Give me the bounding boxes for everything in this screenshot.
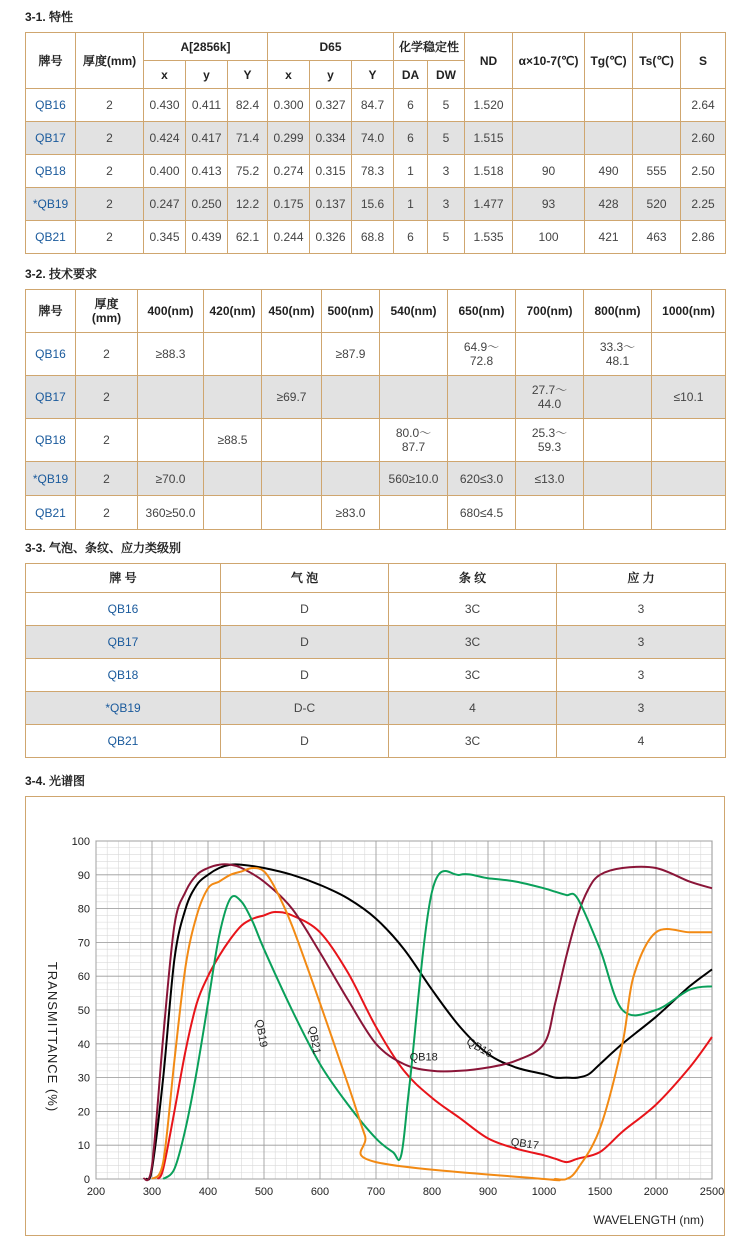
tech-row [26, 376, 726, 419]
spectrum-chart-frame [25, 796, 725, 1236]
header-chem: 化学稳定性 [394, 33, 465, 61]
property-cell: 6 [394, 122, 428, 155]
property-cell: 2.50 [681, 155, 726, 188]
tech-cell: ≥88.3 [138, 333, 204, 376]
x-tick-label: 200 [86, 1186, 106, 1198]
property-cell: 62.1 [228, 221, 268, 254]
tech-row [26, 496, 726, 530]
y-tick-label: 10 [77, 1140, 90, 1153]
grade-cell: D [221, 725, 389, 758]
tech-cell: 2 [76, 419, 138, 462]
property-cell: 2 [76, 155, 144, 188]
tech-cell [584, 376, 652, 419]
x-tick-label: 300 [142, 1186, 162, 1198]
brand-code: *QB19 [26, 462, 76, 496]
tech-cell [262, 496, 322, 530]
header-d-y: y [310, 61, 352, 89]
brand-code: QB18 [26, 659, 221, 692]
tech-cell: 64.9～ 72.8 [448, 333, 516, 376]
tech-cell [204, 376, 262, 419]
brand-code: QB21 [26, 221, 76, 254]
header-a-x: x [144, 61, 186, 89]
tech-cell [138, 376, 204, 419]
tech-cell: 33.3～ 48.1 [584, 333, 652, 376]
tech-cell [204, 333, 262, 376]
property-cell: 6 [394, 89, 428, 122]
grade-row [26, 593, 726, 626]
y-tick-label: 70 [77, 937, 90, 950]
tech-cell: 360≥50.0 [138, 496, 204, 530]
header-nd: ND [465, 33, 513, 89]
tech-cell [380, 376, 448, 419]
tech-cell: 25.3～ 59.3 [516, 419, 584, 462]
property-cell: 0.411 [186, 89, 228, 122]
tech-cell: ≥70.0 [138, 462, 204, 496]
property-cell [585, 89, 633, 122]
x-tick-label: 2500 [699, 1186, 724, 1198]
y-axis-label: TRANSMITTANCE (%) [45, 961, 60, 1113]
property-cell: 0.430 [144, 89, 186, 122]
property-cell: 2 [76, 89, 144, 122]
header-dw: DW [428, 61, 465, 89]
property-cell: 1.515 [465, 122, 513, 155]
property-cell [633, 89, 681, 122]
property-cell: 0.274 [268, 155, 310, 188]
property-cell [633, 122, 681, 155]
curve-label-qb17: QB17 [509, 1136, 540, 1153]
tech-cell [138, 419, 204, 462]
properties-row [26, 122, 726, 155]
property-cell: 0.439 [186, 221, 228, 254]
grade-cell: 4 [557, 725, 726, 758]
bubble-stripe-stress-table [25, 563, 726, 758]
property-cell: 2.64 [681, 89, 726, 122]
brand-code: QB18 [26, 155, 76, 188]
tech-cell [204, 496, 262, 530]
property-cell: 0.326 [310, 221, 352, 254]
property-cell: 0.250 [186, 188, 228, 221]
property-cell: 12.2 [228, 188, 268, 221]
grade-cell: D [221, 659, 389, 692]
tech-header-cell: 450(nm) [262, 290, 322, 333]
header-da: DA [394, 61, 428, 89]
x-tick-label: 600 [310, 1186, 330, 1198]
property-cell: 93 [513, 188, 585, 221]
tech-header-cell: 500(nm) [322, 290, 380, 333]
property-cell: 2.60 [681, 122, 726, 155]
property-cell: 463 [633, 221, 681, 254]
property-cell: 2 [76, 188, 144, 221]
tech-row [26, 419, 726, 462]
grade-cell: 3C [389, 725, 557, 758]
tech-cell: 560≥10.0 [380, 462, 448, 496]
grade-cell: 3C [389, 593, 557, 626]
tech-cell: ≤10.1 [652, 376, 726, 419]
header-tg: Tg(℃) [585, 33, 633, 89]
tech-cell [262, 333, 322, 376]
tech-cell [652, 462, 726, 496]
curve-label-qb18: QB18 [409, 1051, 438, 1064]
properties-row [26, 221, 726, 254]
grade-cell: D [221, 626, 389, 659]
curve-label-qb21: QB21 [305, 1025, 323, 1056]
property-cell: 0.345 [144, 221, 186, 254]
grade-header-cell: 应 力 [557, 564, 726, 593]
brand-code: QB16 [26, 593, 221, 626]
property-cell: 84.7 [352, 89, 394, 122]
tech-cell: 2 [76, 376, 138, 419]
property-cell: 555 [633, 155, 681, 188]
property-cell: 2 [76, 122, 144, 155]
tech-header-cell: 1000(nm) [652, 290, 726, 333]
property-cell: 6 [394, 221, 428, 254]
tech-cell [584, 462, 652, 496]
header-d-x: x [268, 61, 310, 89]
property-cell: 0.327 [310, 89, 352, 122]
property-cell: 428 [585, 188, 633, 221]
x-axis-label: WAVELENGTH (nm) [593, 1213, 704, 1227]
brand-code: *QB19 [26, 692, 221, 725]
header-d-Y: Y [352, 61, 394, 89]
property-cell: 0.247 [144, 188, 186, 221]
tech-cell [448, 419, 516, 462]
header-s: S [681, 33, 726, 89]
tech-header-cell: 650(nm) [448, 290, 516, 333]
x-tick-label: 900 [478, 1186, 498, 1198]
tech-cell [516, 496, 584, 530]
property-cell: 0.334 [310, 122, 352, 155]
section-1-title: 3-1. 特性 [25, 10, 74, 24]
y-tick-label: 0 [83, 1174, 90, 1186]
tech-cell: ≥69.7 [262, 376, 322, 419]
y-tick-label: 20 [77, 1106, 90, 1119]
grade-row [26, 659, 726, 692]
tech-header-cell: 540(nm) [380, 290, 448, 333]
brand-code: QB17 [26, 122, 76, 155]
brand-code: QB17 [26, 626, 221, 659]
grade-cell: 3C [389, 659, 557, 692]
tech-cell: 2 [76, 333, 138, 376]
brand-code: *QB19 [26, 188, 76, 221]
tech-cell [652, 333, 726, 376]
grade-cell: 3 [557, 593, 726, 626]
grade-cell: D-C [221, 692, 389, 725]
tech-cell: 680≤4.5 [448, 496, 516, 530]
header-alpha: α×10-7(℃) [513, 33, 585, 89]
tech-header-cell: 牌号 [26, 290, 76, 333]
grade-cell: 3C [389, 626, 557, 659]
brand-code: QB16 [26, 89, 76, 122]
properties-row [26, 188, 726, 221]
property-cell: 520 [633, 188, 681, 221]
tech-cell [262, 462, 322, 496]
y-tick-label: 40 [77, 1038, 90, 1051]
property-cell: 0.424 [144, 122, 186, 155]
y-tick-label: 90 [77, 869, 90, 882]
property-cell: 90 [513, 155, 585, 188]
tech-requirements-table [25, 289, 726, 530]
property-cell [585, 122, 633, 155]
property-cell: 1 [394, 188, 428, 221]
y-tick-label: 80 [77, 903, 90, 916]
grade-header-cell: 气 泡 [221, 564, 389, 593]
property-cell: 75.2 [228, 155, 268, 188]
tech-cell: 27.7～ 44.0 [516, 376, 584, 419]
property-cell: 0.413 [186, 155, 228, 188]
tech-cell [652, 496, 726, 530]
tech-cell [516, 333, 584, 376]
property-cell: 5 [428, 122, 465, 155]
header-a-Y: Y [228, 61, 268, 89]
tech-cell [322, 462, 380, 496]
properties-table [25, 32, 726, 254]
properties-row [26, 89, 726, 122]
tech-row [26, 462, 726, 496]
tech-cell: 2 [76, 496, 138, 530]
tech-cell [262, 419, 322, 462]
property-cell: 421 [585, 221, 633, 254]
tech-cell [204, 462, 262, 496]
property-cell: 3 [428, 155, 465, 188]
brand-code: QB17 [26, 376, 76, 419]
grade-row [26, 692, 726, 725]
property-cell: 1 [394, 155, 428, 188]
tech-cell [448, 376, 516, 419]
tech-cell [584, 419, 652, 462]
header-a-y: y [186, 61, 228, 89]
x-tick-label: 500 [254, 1186, 274, 1198]
y-tick-label: 30 [77, 1072, 90, 1085]
property-cell: 0.400 [144, 155, 186, 188]
property-cell: 74.0 [352, 122, 394, 155]
section-3-title: 3-3. 气泡、条纹、应力类级别 [25, 541, 182, 555]
tech-cell: ≥83.0 [322, 496, 380, 530]
properties-row [26, 155, 726, 188]
property-cell: 2.86 [681, 221, 726, 254]
property-cell [513, 89, 585, 122]
tech-cell [380, 496, 448, 530]
property-cell: 0.417 [186, 122, 228, 155]
x-tick-label: 1500 [587, 1186, 613, 1198]
property-cell: 0.137 [310, 188, 352, 221]
property-cell: 0.315 [310, 155, 352, 188]
grade-header-cell: 条 纹 [389, 564, 557, 593]
grade-row [26, 626, 726, 659]
property-cell: 5 [428, 89, 465, 122]
header-ts: Ts(℃) [633, 33, 681, 89]
tech-cell: ≥88.5 [204, 419, 262, 462]
grade-cell: 3 [557, 626, 726, 659]
property-cell: 2 [76, 221, 144, 254]
property-cell: 1.520 [465, 89, 513, 122]
tech-header-cell: 700(nm) [516, 290, 584, 333]
property-cell: 1.477 [465, 188, 513, 221]
tech-cell [322, 419, 380, 462]
grade-row [26, 725, 726, 758]
section-4-title: 3-4. 光谱图 [25, 774, 86, 788]
tech-cell [380, 333, 448, 376]
tech-cell: 2 [76, 462, 138, 496]
x-tick-label: 1000 [531, 1186, 557, 1198]
tech-cell [584, 496, 652, 530]
property-cell: 1.518 [465, 155, 513, 188]
spectrum-chart [26, 797, 724, 1235]
property-cell: 490 [585, 155, 633, 188]
property-cell: 0.244 [268, 221, 310, 254]
brand-code: QB21 [26, 496, 76, 530]
property-cell: 71.4 [228, 122, 268, 155]
tech-header-cell: 420(nm) [204, 290, 262, 333]
y-tick-label: 60 [77, 971, 90, 984]
tech-cell: ≥87.9 [322, 333, 380, 376]
header-thickness: 厚度(mm) [76, 33, 144, 89]
tech-cell: 620≤3.0 [448, 462, 516, 496]
grade-header-cell: 牌 号 [26, 564, 221, 593]
tech-row [26, 333, 726, 376]
tech-header-cell: 800(nm) [584, 290, 652, 333]
curve-label-qb16: QB16 [464, 1036, 495, 1061]
property-cell: 3 [428, 188, 465, 221]
property-cell: 2.25 [681, 188, 726, 221]
tech-cell: ≤13.0 [516, 462, 584, 496]
y-tick-label: 100 [71, 836, 90, 848]
y-tick-label: 50 [77, 1005, 90, 1017]
brand-code: QB18 [26, 419, 76, 462]
property-cell: 100 [513, 221, 585, 254]
x-tick-label: 700 [366, 1186, 386, 1198]
section-2-title: 3-2. 技术要求 [25, 267, 98, 281]
property-cell: 15.6 [352, 188, 394, 221]
property-cell: 78.3 [352, 155, 394, 188]
property-cell: 0.300 [268, 89, 310, 122]
grade-cell: 3 [557, 692, 726, 725]
x-tick-label: 2000 [643, 1186, 669, 1198]
header-a2856: A[2856k] [144, 33, 268, 61]
property-cell: 5 [428, 221, 465, 254]
tech-cell [322, 376, 380, 419]
tech-header-cell: 厚度 (mm) [76, 290, 138, 333]
curve-label-qb19: QB19 [252, 1018, 270, 1049]
property-cell [513, 122, 585, 155]
header-d65: D65 [268, 33, 394, 61]
grade-cell: D [221, 593, 389, 626]
property-cell: 0.175 [268, 188, 310, 221]
property-cell: 0.299 [268, 122, 310, 155]
x-tick-label: 400 [198, 1186, 218, 1198]
brand-code: QB16 [26, 333, 76, 376]
tech-cell: 80.0～ 87.7 [380, 419, 448, 462]
property-cell: 82.4 [228, 89, 268, 122]
tech-header-cell: 400(nm) [138, 290, 204, 333]
header-brand: 牌号 [26, 33, 76, 89]
property-cell: 1.535 [465, 221, 513, 254]
grade-cell: 4 [389, 692, 557, 725]
tech-cell [652, 419, 726, 462]
property-cell: 68.8 [352, 221, 394, 254]
x-tick-label: 800 [422, 1186, 442, 1198]
grade-cell: 3 [557, 659, 726, 692]
brand-code: QB21 [26, 725, 221, 758]
